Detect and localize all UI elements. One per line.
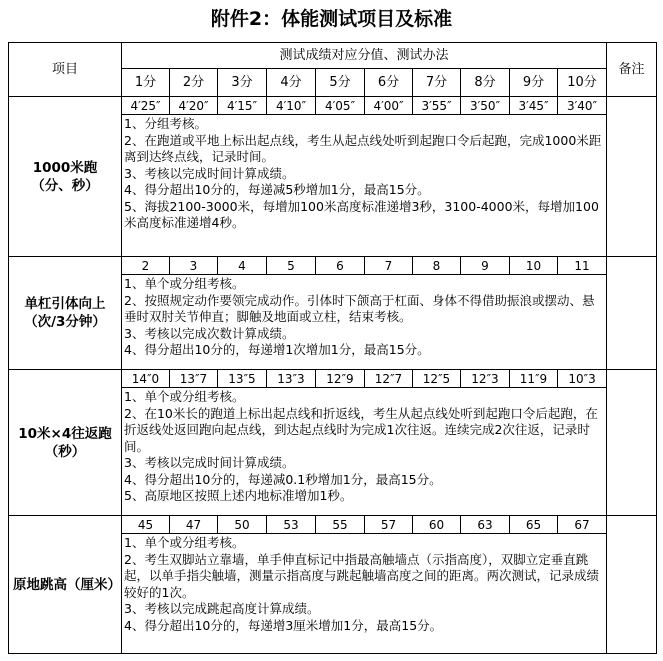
method-description	[122, 115, 607, 257]
header-remark: 备注	[607, 43, 657, 97]
header-point: 6分	[365, 69, 413, 97]
score-cell: 14″0	[122, 370, 170, 388]
score-cell: 12″5	[413, 370, 461, 388]
remark-cell	[607, 516, 657, 654]
remark-cell	[607, 97, 657, 257]
score-cell: 12″7	[365, 370, 413, 388]
method-line: 2、考生双脚站立靠墙，单手伸直标记中指最高触墙点（示指高度），双脚立定垂直跳起，以单手指尖触墙，测量示指高度与跳起触墙高度之间的距离。两次测试，记录成绩较好的1次。	[124, 551, 600, 600]
header-point: 10分	[558, 69, 607, 97]
score-cell: 4′25″	[122, 97, 170, 115]
table-row	[9, 516, 657, 534]
score-cell: 13″5	[218, 370, 267, 388]
header-point: 2分	[170, 69, 218, 97]
header-point: 9分	[510, 69, 558, 97]
method-description	[122, 388, 607, 516]
score-cell: 11	[558, 257, 607, 275]
score-cell: 50	[218, 516, 267, 534]
score-cell: 55	[316, 516, 365, 534]
score-cell: 3′45″	[510, 97, 558, 115]
score-cell: 4′05″	[316, 97, 365, 115]
remark-cell	[607, 370, 657, 516]
header-point: 4分	[267, 69, 316, 97]
score-cell: 13″7	[170, 370, 218, 388]
score-cell: 60	[413, 516, 461, 534]
header-method: 测试成绩对应分值、测试办法	[122, 43, 607, 69]
method-line: 3、考核以完成次数计算成绩。	[124, 325, 295, 341]
score-cell: 45	[122, 516, 170, 534]
method-line: 2、在10米长的跑道上标出起点线和折返线，考生从起点线处听到起跑口令后起跑，在折返线处返回跑向起点线，到达起点线时为完成1次往返。连续完成2次往返，记录时间。	[124, 405, 598, 454]
header-point: 7分	[413, 69, 461, 97]
method-line: 3、考核以完成时间计算成绩。	[124, 165, 295, 181]
method-line: 2、按照规定动作要领完成动作。引体时下颌高于杠面、身体不得借助振浪或摆动、悬垂时双肘关节伸直；脚触及地面或立柱，结束考核。	[124, 292, 595, 324]
item-name: 1000米跑（分、秒）	[9, 97, 122, 257]
item-name: 10米×4往返跑（秒）	[9, 370, 122, 516]
method-line: 1、单个或分组考核。	[124, 276, 245, 291]
score-cell: 2	[122, 257, 170, 275]
standards-table	[8, 42, 657, 654]
method-line: 3、考核以完成跳起高度计算成绩。	[124, 601, 320, 616]
header-point: 3分	[218, 69, 267, 97]
score-cell: 4	[218, 257, 267, 275]
table-row	[9, 370, 657, 388]
score-cell: 10″3	[558, 370, 607, 388]
score-cell: 3	[170, 257, 218, 275]
remark-cell	[607, 257, 657, 370]
header-point: 8分	[461, 69, 510, 97]
method-line: 5、海拔2100-3000米，每增加100米高度标准递增3秒，3100-4000米，每增加100米高度标准递增4秒。	[124, 198, 599, 230]
item-name: 原地跳高（厘米）	[9, 516, 122, 654]
method-line: 4、得分超出10分的，每递增1次增加1分，最高15分。	[124, 342, 430, 357]
score-cell: 4′15″	[218, 97, 267, 115]
header-item: 项目	[9, 43, 122, 97]
score-cell: 47	[170, 516, 218, 534]
score-cell: 65	[510, 516, 558, 534]
score-cell: 3′55″	[413, 97, 461, 115]
table-row	[9, 97, 657, 115]
score-cell: 67	[558, 516, 607, 534]
method-description	[122, 275, 607, 370]
score-cell: 9	[461, 257, 510, 275]
score-cell: 3′40″	[558, 97, 607, 115]
method-line: 4、得分超出10分的，每递减5秒增加1分，最高15分。	[124, 182, 430, 197]
score-cell: 8	[413, 257, 461, 275]
score-cell: 11″9	[510, 370, 558, 388]
method-description	[122, 534, 607, 654]
score-cell: 6	[316, 257, 365, 275]
method-line: 1、分组考核。	[124, 116, 207, 131]
score-cell: 5	[267, 257, 316, 275]
score-cell: 3′50″	[461, 97, 510, 115]
score-cell: 63	[461, 516, 510, 534]
score-cell: 10	[510, 257, 558, 275]
score-cell: 53	[267, 516, 316, 534]
method-line: 5、高原地区按照上述内地标准增加1秒。	[124, 488, 353, 503]
score-cell: 12″9	[316, 370, 365, 388]
method-line: 1、单个或分组考核。	[124, 389, 245, 404]
method-line: 4、得分超出10分的，每递减0.1秒增加1分，最高15分。	[124, 471, 442, 487]
method-line: 3、考核以完成时间计算成绩。	[124, 455, 295, 470]
score-cell: 12″3	[461, 370, 510, 388]
score-cell: 4′20″	[170, 97, 218, 115]
method-line: 1、单个或分组考核。	[124, 535, 245, 550]
header-point: 5分	[316, 69, 365, 97]
score-cell: 4′10″	[267, 97, 316, 115]
score-cell: 4′00″	[365, 97, 413, 115]
method-line: 2、在跑道或平地上标出起点线，考生从起点线处听到起跑口令后起跑，完成1000米距离到达终点线，记录时间。	[124, 132, 602, 164]
score-cell: 13″3	[267, 370, 316, 388]
score-cell: 57	[365, 516, 413, 534]
item-name: 单杠引体向上（次/3分钟）	[9, 257, 122, 370]
page-title: 附件2：体能测试项目及标准	[210, 8, 453, 30]
score-cell: 7	[365, 257, 413, 275]
table-row	[9, 257, 657, 275]
header-point: 1分	[122, 69, 170, 97]
method-line: 4、得分超出10分的，每递增3厘米增加1分，最高15分。	[124, 617, 443, 633]
